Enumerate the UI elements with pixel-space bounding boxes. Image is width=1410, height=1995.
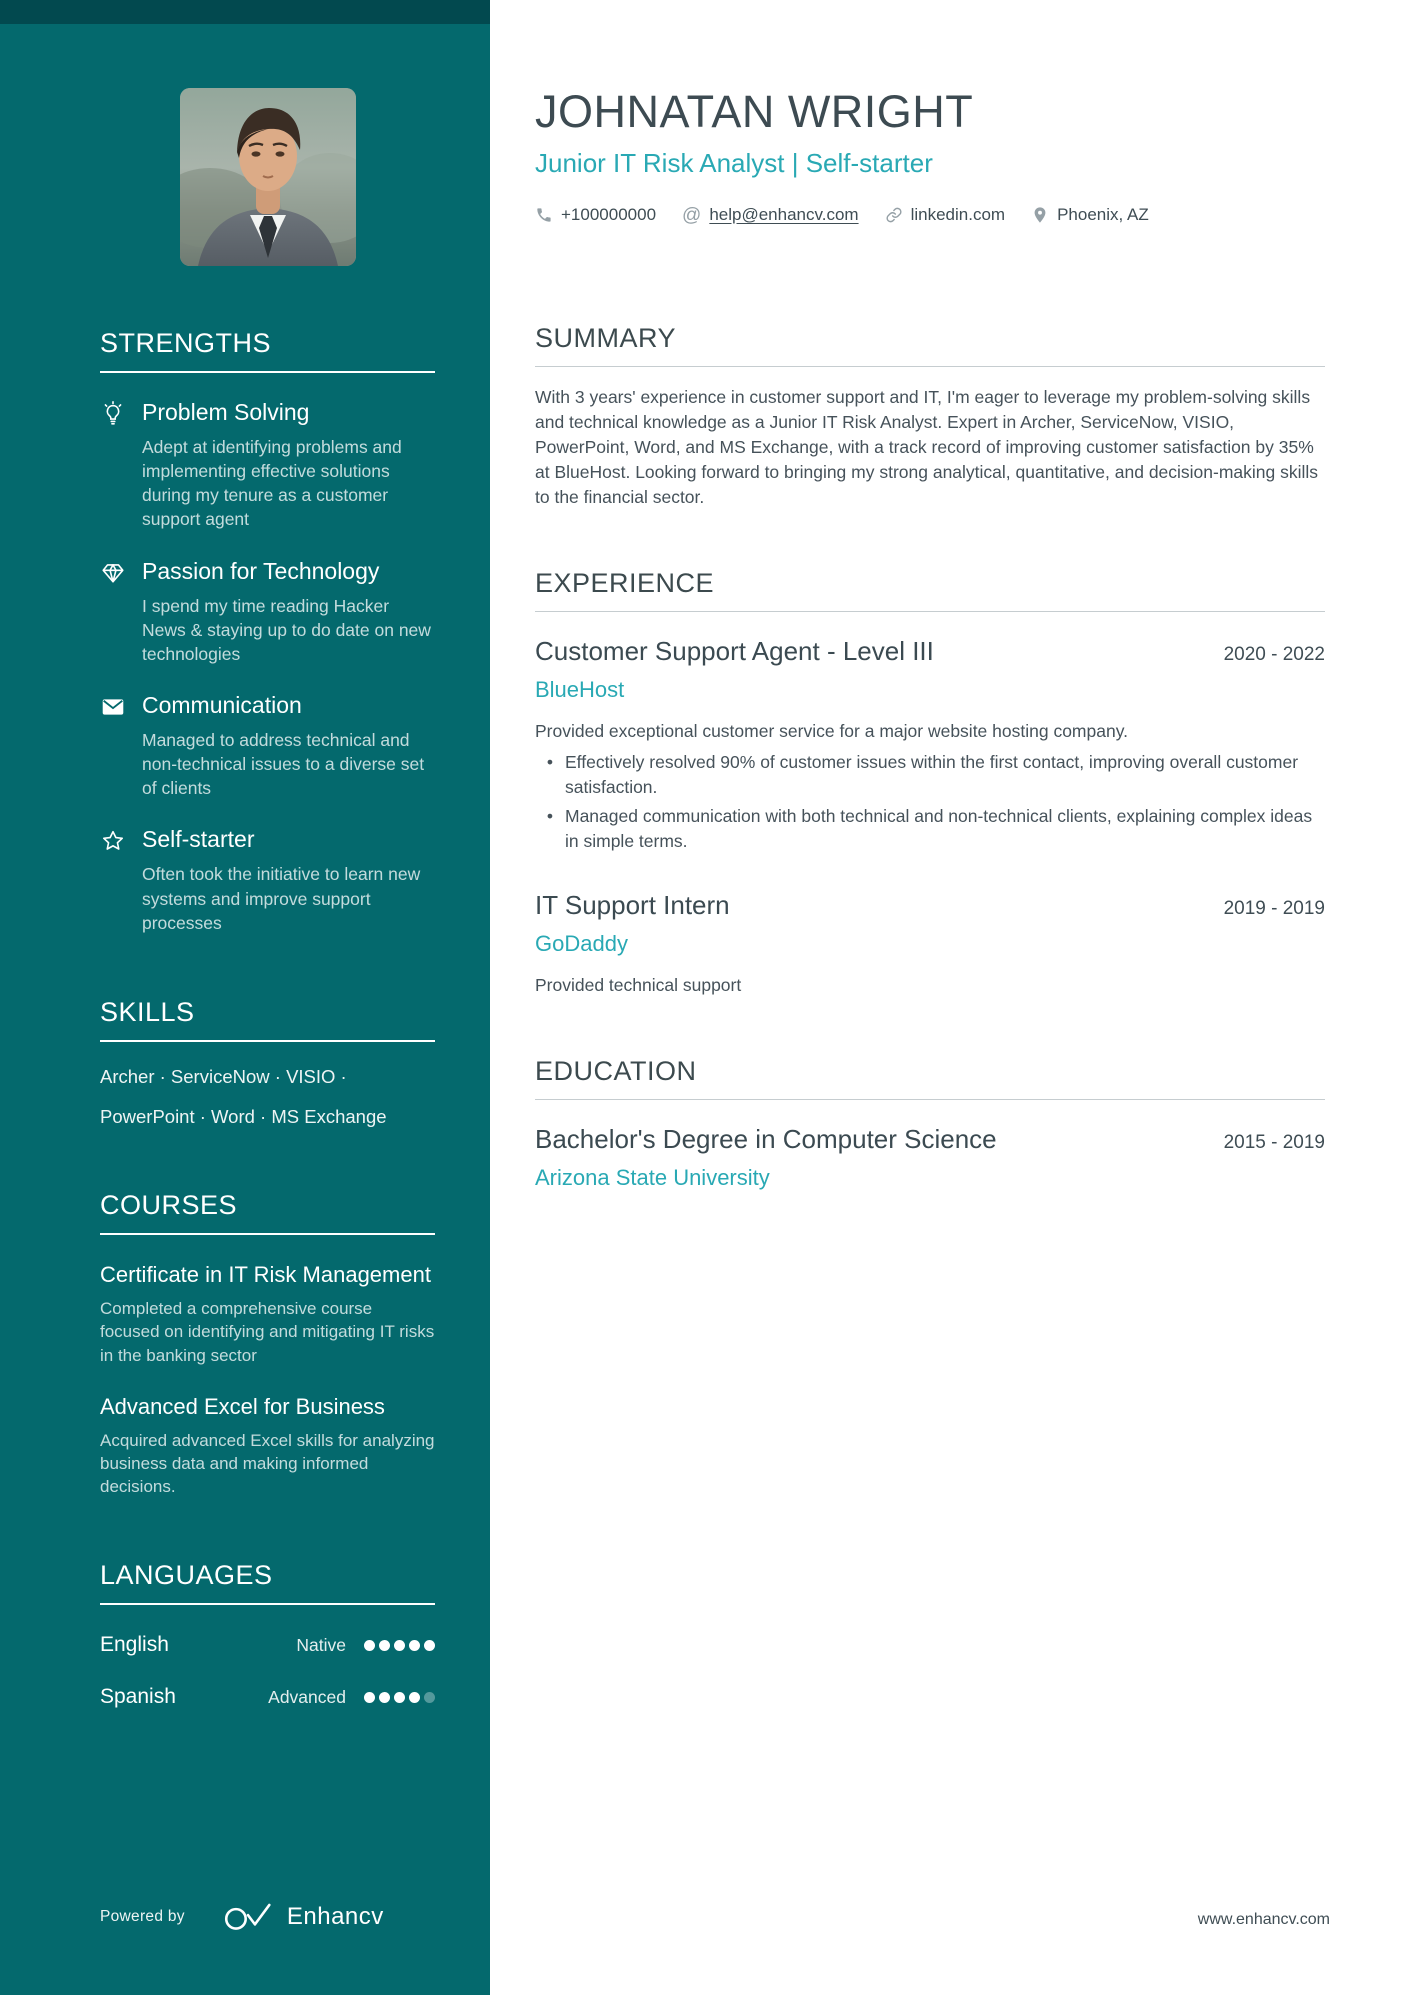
job-dates: 2020 - 2022 [1223, 644, 1325, 666]
strength-item [100, 692, 435, 800]
linkedin-contact[interactable] [885, 205, 1006, 225]
bullet-item [535, 750, 1325, 800]
skills-section [100, 997, 435, 1128]
job-description: Provided technical support [535, 975, 742, 996]
strength-body [142, 826, 435, 934]
powered-by-footer [100, 1901, 384, 1933]
strength-title: Passion for Technology [142, 557, 380, 584]
skills-heading: SKILLS [100, 996, 195, 1027]
proficiency-dot [424, 1692, 435, 1703]
enhancv-wordmark: Enhancv [286, 1903, 384, 1930]
job-title: Customer Support Agent - Level III [535, 636, 934, 667]
location-text: Phoenix, AZ [1057, 205, 1149, 224]
portrait-illustration [180, 88, 356, 266]
proficiency-dot [409, 1692, 420, 1703]
experience-section [535, 568, 1325, 998]
phone-icon [535, 206, 553, 224]
proficiency-dot [394, 1692, 405, 1703]
linkedin-link[interactable]: linkedin.com [910, 205, 1006, 224]
proficiency-dot [364, 1640, 375, 1651]
sidebar [0, 0, 490, 1995]
job-entry [535, 636, 1325, 854]
skills-divider [100, 1040, 435, 1042]
school-name: Arizona State University [535, 1165, 770, 1191]
summary-heading: SUMMARY [535, 323, 677, 353]
course-item [100, 1393, 435, 1499]
sidebar-top-band [0, 0, 490, 24]
lightbulb-icon [100, 399, 127, 532]
email-link[interactable]: help@enhancv.com [709, 205, 859, 224]
degree-title: Bachelor's Degree in Computer Science [535, 1124, 997, 1155]
location-contact [1031, 205, 1149, 225]
strength-item [100, 399, 435, 532]
strength-body [142, 399, 435, 532]
website-link[interactable]: www.enhancv.com [1197, 1911, 1330, 1928]
envelope-icon [100, 692, 127, 800]
courses-heading: COURSES [100, 1189, 238, 1220]
education-dates: 2015 - 2019 [1223, 1132, 1325, 1154]
language-row [100, 1685, 435, 1709]
company-name: BlueHost [535, 677, 625, 703]
gem-icon [100, 558, 127, 666]
courses-section [100, 1190, 435, 1499]
education-heading: EDUCATION [535, 1056, 697, 1087]
education-head [535, 1124, 1325, 1155]
course-description: Acquired advanced Excel skills for analyzing business data and making informed decisions. [100, 1431, 435, 1497]
star-icon [100, 826, 127, 934]
strength-description: Adept at identifying problems and implementing effective solutions during my tenure as a customer support agent [142, 437, 402, 530]
proficiency-dot [364, 1692, 375, 1703]
strengths-divider [100, 371, 435, 373]
proficiency-dot [409, 1640, 420, 1651]
strength-description: Managed to address technical and non-technical issues to a diverse set of clients [142, 729, 425, 799]
phone-number: +100000000 [561, 205, 657, 224]
strength-title: Communication [142, 691, 302, 718]
bullet-item [535, 804, 1325, 854]
strength-body [142, 692, 435, 800]
candidate-name: JOHNATAN WRIGHT [535, 86, 974, 137]
course-description: Completed a comprehensive course focused on identifying and mitigating IT risks in the banking sector [100, 1299, 435, 1365]
strength-body [142, 558, 435, 666]
proficiency-dot [379, 1640, 390, 1651]
experience-heading: EXPERIENCE [535, 568, 715, 599]
bullet-text: • Effectively resolved 90% of customer issues within the first contact, improving overall customer satisfaction. [565, 752, 1299, 798]
link-icon [885, 206, 903, 224]
proficiency-dot [394, 1640, 405, 1651]
strength-title: Self-starter [142, 826, 255, 853]
proficiency-dot [379, 1692, 390, 1703]
enhancv-logo-icon [223, 1901, 273, 1933]
language-name: English [100, 1633, 169, 1657]
language-proficiency-dots [364, 1640, 435, 1651]
bullet-text: • Managed communication with both technical and non-technical clients, explaining complex ideas in simple terms. [565, 806, 1313, 852]
language-row [100, 1633, 435, 1657]
summary-divider [535, 366, 1325, 367]
courses-divider [100, 1233, 435, 1235]
candidate-headline: Junior IT Risk Analyst | Self-starter [535, 148, 933, 178]
languages-section [100, 1560, 435, 1709]
location-pin-icon [1031, 206, 1049, 224]
languages-heading: LANGUAGES [100, 1560, 273, 1591]
contact-row [535, 205, 1325, 225]
job-bullets [535, 750, 1325, 854]
summary-section [535, 323, 1325, 510]
email-contact[interactable] [682, 205, 859, 225]
job-dates: 2019 - 2019 [1223, 898, 1325, 920]
languages-divider [100, 1603, 435, 1605]
course-item [100, 1261, 435, 1367]
strengths-section [100, 328, 435, 935]
course-title: Advanced Excel for Business [100, 1393, 385, 1419]
job-entry [535, 890, 1325, 998]
summary-text: With 3 years' experience in customer support and IT, I'm eager to leverage my problem-solving skills and technical knowledge as a Junior IT Risk Analyst. Expert in Archer, ServiceNow, VISIO, PowerPoint, Word, and MS Exchange, with a track record of improving customer satisfaction by 35% at BlueHost. Looking forward to bringing my strong analytical, quantitative, and decision-making skills to the financial sector. [535, 387, 1319, 508]
job-head [535, 890, 1325, 921]
skills-line: Archer · ServiceNow · VISIO · [100, 1065, 347, 1087]
job-title: IT Support Intern [535, 890, 730, 921]
profile-photo [180, 88, 356, 266]
course-title: Certificate in IT Risk Management [100, 1261, 431, 1287]
education-divider [535, 1099, 1325, 1100]
strength-title: Problem Solving [142, 399, 310, 425]
job-head [535, 636, 1325, 667]
language-level: Advanced [268, 1686, 346, 1707]
phone-contact [535, 205, 656, 225]
at-icon: @ [682, 204, 702, 226]
education-section [535, 1056, 1325, 1191]
strength-item [100, 826, 435, 934]
main-column [490, 0, 1410, 1191]
language-name: Spanish [100, 1685, 176, 1709]
job-description: Provided exceptional customer service for a major website hosting company. [535, 721, 1129, 742]
skills-line: PowerPoint · Word · MS Exchange [100, 1105, 387, 1127]
strength-description: I spend my time reading Hacker News & staying up to do date on new technologies [142, 595, 431, 664]
language-level: Native [296, 1634, 346, 1655]
strength-item [100, 558, 435, 666]
strengths-heading: STRENGTHS [100, 328, 272, 358]
powered-by-label: Powered by [100, 1908, 185, 1925]
strength-description: Often took the initiative to learn new systems and improve support processes [142, 864, 421, 933]
education-entry [535, 1124, 1325, 1191]
experience-divider [535, 611, 1325, 612]
proficiency-dot [424, 1640, 435, 1651]
language-proficiency-dots [364, 1692, 435, 1703]
company-name: GoDaddy [535, 931, 628, 957]
